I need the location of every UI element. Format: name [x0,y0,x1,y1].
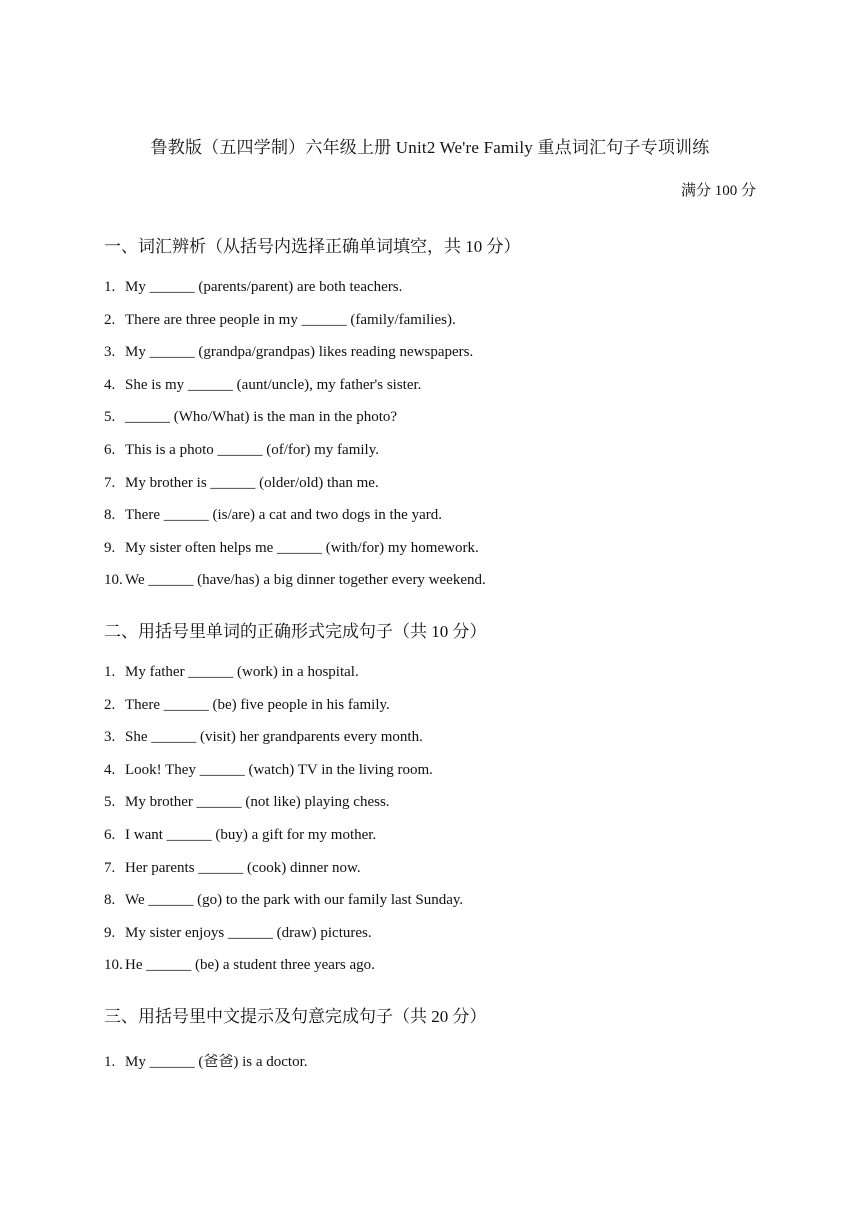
question-text: There are three people in my ______ (family/families). [125,311,456,328]
question-number: 3. [104,729,116,746]
section-heading-vocabulary: 一、词汇辨析（从括号内选择正确单词填空，共 10 分） [104,237,521,256]
question-number: 1. [104,1054,116,1070]
question-item [104,954,463,987]
document-title: 鲁教版（五四学制）六年级上册 Unit2 We're Family 重点词汇句子专项训练 [150,138,710,157]
question-list-word-forms [104,661,463,987]
question-item [104,791,463,824]
question-item [104,889,463,922]
question-item [104,472,486,505]
question-list-vocabulary [104,276,486,602]
question-number: 8. [104,507,116,524]
question-number: 9. [104,539,116,556]
question-text: My ______ (parents/parent) are both teachers. [125,279,403,295]
question-text: She ______ (visit) her grandparents every month. [125,729,423,746]
section-heading-chinese-hints: 三、用括号里中文提示及句意完成句子（共 20 分） [104,1007,487,1026]
question-item [104,504,486,537]
question-number: 1. [104,664,116,680]
question-item [104,922,463,955]
question-text: My sister enjoys ______ (draw) pictures. [125,924,372,941]
question-number: 4. [104,376,116,393]
question-item [104,694,463,727]
question-number: 7. [104,474,116,491]
question-item [104,374,486,407]
question-item [104,569,486,602]
question-text: My sister often helps me ______ (with/for) my homework. [125,539,479,556]
question-text: My brother is ______ (older/old) than me. [125,474,379,491]
question-text: There ______ (is/are) a cat and two dogs in the yard. [125,507,442,524]
question-text: We ______ (go) to the park with our family last Sunday. [125,892,464,909]
question-text: We ______ (have/has) a big dinner together every weekend. [125,572,486,589]
question-number: 9. [104,924,116,941]
question-text: She is my ______ (aunt/uncle), my father's sister. [125,376,422,393]
question-number: 6. [104,826,116,843]
question-item [104,439,486,472]
section-heading-word-forms: 二、用括号里单词的正确形式完成句子（共 10 分） [104,622,487,641]
question-item [104,406,486,439]
question-text: ______ (Who/What) is the man in the photo? [125,409,398,426]
question-number: 6. [104,441,116,458]
question-text: My ______ (爸爸) is a doctor. [125,1054,308,1070]
question-number: 10. [104,572,123,589]
question-text: My father ______ (work) in a hospital. [125,664,359,680]
question-list-chinese-hints [104,1051,307,1084]
question-text: My ______ (grandpa/grandpas) likes reading newspapers. [125,344,474,361]
question-number: 5. [104,794,116,811]
question-text: My brother ______ (not like) playing chess. [125,794,390,811]
question-number: 10. [104,957,123,974]
question-item [104,1051,307,1084]
question-item [104,276,486,309]
question-text: There ______ (be) five people in his family. [125,696,390,713]
question-number: 5. [104,409,116,426]
question-number: 4. [104,761,116,778]
question-text: I want ______ (buy) a gift for my mother. [125,826,377,843]
question-text: He ______ (be) a student three years ago. [125,957,375,974]
question-item [104,759,463,792]
question-text: Look! They ______ (watch) TV in the living room. [125,761,433,778]
question-text: This is a photo ______ (of/for) my family. [125,441,379,458]
question-item [104,537,486,570]
question-number: 3. [104,344,116,361]
question-item [104,661,463,694]
question-number: 8. [104,892,116,909]
question-text: Her parents ______ (cook) dinner now. [125,859,361,876]
question-item [104,309,486,342]
full-score-label: 满分 100 分 [680,183,756,199]
question-item [104,341,486,374]
question-number: 2. [104,311,116,328]
question-number: 2. [104,696,116,713]
question-item [104,824,463,857]
question-number: 1. [104,279,116,295]
question-item [104,857,463,890]
question-number: 7. [104,859,116,876]
question-item [104,726,463,759]
